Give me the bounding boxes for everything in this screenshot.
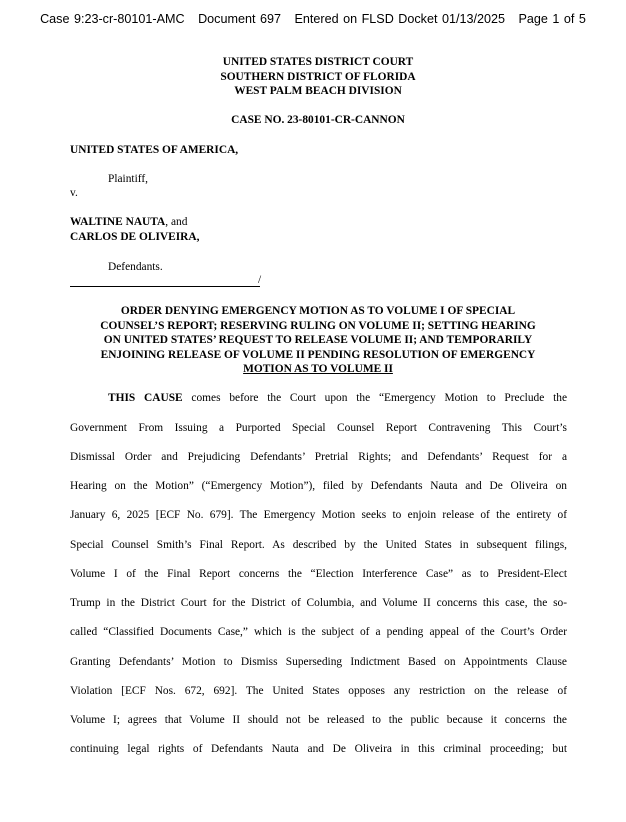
body-line: called “Classified Documents Case,” which is the subject of a pending appeal of the Court’s Order [70, 626, 567, 638]
docket-entry: Entered on FLSD Docket 01/13/2025 [294, 12, 506, 26]
caption-slash: / [258, 274, 262, 286]
body-line: Special Counsel Smith’s Final Report. As described by the United States in subsequent filings, [70, 539, 567, 551]
body-line: Volume I; agrees that Volume II should not be released to the public because it concerns the [70, 714, 567, 726]
document-number: Document 697 [198, 12, 281, 26]
order-title [0, 304, 626, 377]
body-line: THIS CAUSE comes before the Court upon the “Emergency Motion to Preclude the [108, 392, 567, 404]
ecf-header [0, 12, 626, 26]
body-line: Government From Issuing a Purported Special Counsel Report Contravening This Court’s [70, 422, 567, 434]
defendant-role: Defendants. [108, 261, 163, 273]
title-line: ORDER DENYING EMERGENCY MOTION AS TO VOLUME I OF SPECIAL [120, 305, 516, 317]
this-cause: THIS CAUSE [108, 392, 183, 404]
plaintiff-name: UNITED STATES OF AMERICA, [70, 144, 239, 156]
defendant-1 [70, 216, 187, 228]
case-id: Case 9:23-cr-80101-AMC [40, 12, 185, 26]
caption-rule [70, 286, 260, 287]
body-line: January 6, 2025 [ECF No. 679]. The Emergency Motion seeks to enjoin release of the entirety of [70, 509, 567, 521]
body-line: Dismissal Order and Prejudicing Defendants’ Pretrial Rights; and Defendants’ Request for a [70, 451, 567, 463]
defendant-1-and: , and [165, 216, 188, 228]
title-line: COUNSEL’S REPORT; RESERVING RULING ON VOLUME II; SETTING HEARING [100, 319, 536, 332]
defendant-1-name: WALTINE NAUTA [70, 216, 166, 228]
versus: v. [70, 187, 78, 199]
court-district: SOUTHERN DISTRICT OF FLORIDA [220, 70, 416, 83]
body-line: Hearing on the Motion” (“Emergency Motion”), filed by Defendants Nauta and De Oliveira on [70, 480, 567, 492]
page-number: Page 1 of 5 [518, 12, 586, 26]
title-line: ON UNITED STATES’ REQUEST TO RELEASE VOLUME II; AND TEMPORARILY [103, 334, 533, 347]
defendant-2-name: CARLOS DE OLIVEIRA, [70, 231, 200, 243]
body-line: Trump in the District Court for the District of Columbia, and Volume II concerns this case, the so- [70, 597, 567, 609]
court-heading [0, 55, 626, 99]
body-line: Volume I of the Final Report concerns the “Election Interference Case” as to President-Elect [70, 568, 567, 580]
body-line: Granting Defendants’ Motion to Dismiss Superseding Indictment Based on Appointments Clause [70, 656, 567, 668]
court-name: UNITED STATES DISTRICT COURT [222, 56, 414, 68]
title-line: ENJOINING RELEASE OF VOLUME II PENDING RESOLUTION OF EMERGENCY [100, 348, 536, 361]
case-number: CASE NO. 23-80101-CR-CANNON [231, 114, 405, 126]
body-line: Violation [ECF Nos. 672, 692]. The United States opposes any restriction on the release of [70, 685, 567, 697]
title-line: MOTION AS TO VOLUME II [243, 363, 393, 376]
body-line: continuing legal rights of Defendants Nauta and De Oliveira in this criminal proceeding; but [70, 743, 567, 755]
court-division: WEST PALM BEACH DIVISION [234, 85, 402, 98]
plaintiff-role: Plaintiff, [108, 173, 148, 185]
